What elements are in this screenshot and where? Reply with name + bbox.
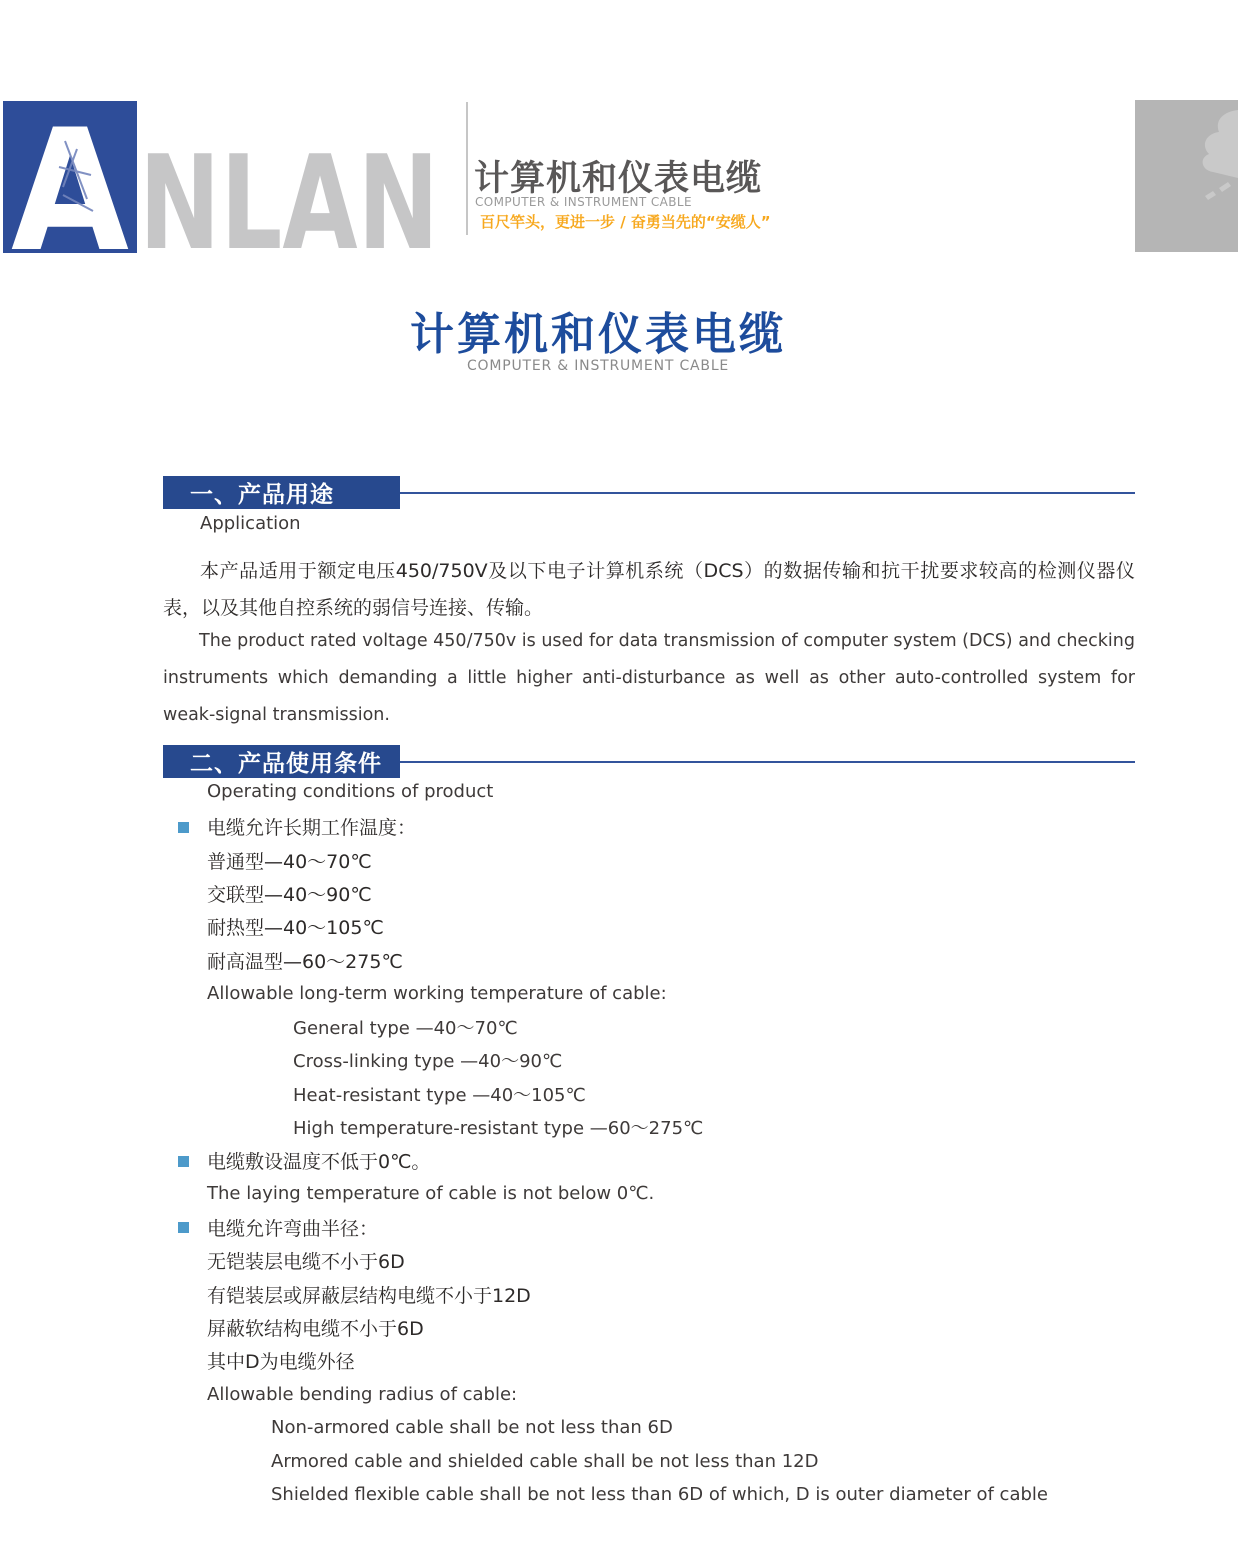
section2-subheading: Operating conditions of product: [207, 781, 494, 802]
list-line: [163, 1311, 1153, 1344]
temp-heat-zh: 耐热型—40～105℃: [207, 917, 384, 940]
bend-nonarmored-en: Non-armored cable shall be not less than 6D: [271, 1417, 673, 1439]
list-item-laying-temperature: [163, 1144, 1153, 1177]
list-line: [163, 1277, 1153, 1310]
bend-armored-zh: 有铠装层或屏蔽层结构电缆不小于12D: [207, 1284, 531, 1307]
list-line: [163, 1111, 1153, 1144]
header-product-title-en: COMPUTER & INSTRUMENT CABLE: [475, 195, 692, 209]
section1-header: [163, 476, 1135, 509]
header-divider: [466, 102, 468, 235]
header-product-title-zh: 计算机和仪表电缆: [474, 159, 763, 199]
svg-text:A: A: [11, 101, 129, 253]
temp-heat-en: Heat-resistant type —40～105℃: [293, 1084, 586, 1106]
svg-text:NLAN: NLAN: [139, 127, 439, 279]
bend-diameter-note-zh: 其中D为电缆外径: [207, 1351, 355, 1374]
square-bullet-icon: [178, 1222, 189, 1233]
temp-hightemp-en: High temperature-resistant type —60～275℃: [293, 1118, 704, 1140]
product-description-zh: 本产品适用于额定电压450/750V及以下电子计算机系统（DCS）的数据传输和抗干扰要求较高的检测仪器仪表，以及其他自控系统的弱信号连接、传输。: [163, 560, 1135, 619]
section1-subheading: Application: [200, 513, 301, 534]
page-subtitle: COMPUTER & INSTRUMENT CABLE: [466, 358, 730, 374]
list-line: [163, 1478, 1153, 1511]
list-item-label: 电缆允许弯曲半径：: [207, 1217, 379, 1240]
leaf-pattern-icon: [1135, 100, 1238, 252]
list-line: [163, 910, 1153, 943]
temp-general-en: General type —40～70℃: [293, 1018, 518, 1040]
list-line: [163, 1378, 1153, 1411]
list-line: [163, 944, 1153, 977]
bend-nonarmored-zh: 无铠装层电缆不小于6D: [207, 1251, 405, 1274]
product-description-en: The product rated voltage 450/750v is used for data transmission of computer system (DCS) and checking instruments which demanding a little higher anti-disturbance as well as other auto-controlled system for weak-signal transmission.: [163, 631, 1135, 725]
operating-conditions-list: [163, 810, 1153, 1511]
list-line: [163, 1244, 1153, 1277]
list-line: [163, 1411, 1153, 1444]
list-item-label: 电缆敷设温度不低于0℃。: [207, 1151, 431, 1174]
list-line: [163, 1444, 1153, 1477]
list-line: [163, 1177, 1153, 1210]
square-bullet-icon: [178, 822, 189, 833]
list-line: [163, 1077, 1153, 1110]
header-photo-placeholder: [1135, 100, 1238, 252]
section1-rule: [400, 492, 1135, 494]
laying-temperature-en: The laying temperature of cable is not below 0℃.: [207, 1183, 655, 1205]
temp-crosslink-en: Cross-linking type —40～90℃: [293, 1051, 563, 1073]
list-item-working-temperature: [163, 810, 1153, 843]
section2-rule: [400, 761, 1135, 763]
bend-armored-en: Armored cable and shielded cable shall be not less than 12D: [271, 1450, 819, 1472]
list-line: [163, 1010, 1153, 1043]
bend-shielded-en: Shielded flexible cable shall be not less than 6D of which, D is outer diameter of cable: [271, 1484, 1048, 1505]
header-slogan: 百尺竿头，更进一步 / 奋勇当先的“安缆人”: [480, 213, 771, 231]
temp-intro-en: Allowable long-term working temperature of cable:: [207, 983, 667, 1005]
list-line: [163, 1044, 1153, 1077]
list-item-bending-radius: [163, 1211, 1153, 1244]
section1-heading-box: 一、产品用途: [163, 476, 400, 509]
square-bullet-icon: [178, 1156, 189, 1167]
list-line: [163, 843, 1153, 876]
list-line: [163, 877, 1153, 910]
list-item-label: 电缆允许长期工作温度：: [207, 817, 417, 840]
logo-wordmark: [139, 127, 449, 279]
section2-heading-box: 二、产品使用条件: [163, 745, 400, 778]
bend-shielded-zh: 屏蔽软结构电缆不小于6D: [207, 1318, 424, 1341]
section2-header: [163, 745, 1135, 778]
list-line: [163, 1344, 1153, 1377]
temp-crosslink-zh: 交联型—40～90℃: [207, 883, 372, 906]
logo-a-icon: [3, 101, 137, 253]
list-line: [163, 977, 1153, 1010]
page-title: 计算机和仪表电缆: [410, 309, 786, 360]
temp-general-zh: 普通型—40～70℃: [207, 850, 372, 873]
bend-intro-en: Allowable bending radius of cable:: [207, 1383, 518, 1405]
temp-hightemp-zh: 耐高温型—60～275℃: [207, 950, 403, 973]
